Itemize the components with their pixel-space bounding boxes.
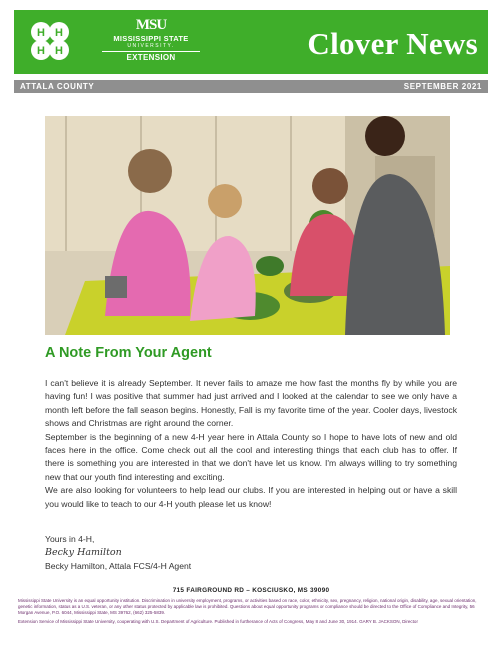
article-paragraph: September is the beginning of a new 4-H year here in Attala County so I hope to have lots of new and old faces here in the office. Come check out all the cool and interesting things that each club has to offer. If there is something you are interested in that we don't have let us know. I'm always willing to try something new that our youth find interesting and exciting. <box>45 431 457 482</box>
legal-disclaimer <box>18 598 486 627</box>
article-body <box>45 377 457 511</box>
svg-text:H: H <box>55 27 63 39</box>
signature: Becky Hamilton <box>45 547 122 558</box>
article-paragraph: We are also looking for volunteers to help lead our clubs. If you are interested in helping out or have a skill you would like to teach to our 4-H youth please let us know! <box>45 485 457 509</box>
office-address: 715 FAIRGROUND RD – KOSCIUSKO, MS 39090 <box>172 587 330 594</box>
newsletter-title: Clover News <box>307 26 478 61</box>
county-label: ATTALA COUNTY <box>20 82 95 91</box>
disclaimer-paragraph: Extension Service of Mississippi State University, cooperating with U.S. Department of Agriculture. Published in furtherance of Acts of Congress, May 8 and June 30, 1914. GARY B. JACKSON, Director <box>18 618 418 624</box>
msu-divider <box>102 51 200 52</box>
4h-clover-logo <box>24 17 76 67</box>
classroom-photo <box>45 116 450 335</box>
disclaimer-paragraph: Mississippi State University is an equal opportunity institution. Discrimination in university employment, programs, or activities based on race, color, ethnicity, sex, pregnancy, religion, national origin, disability, age, sexual orientation, genetic information, status as a U.S. veteran, or any other status protected by applicable law is prohibited. Questions about equal opportunity programs or compliance should be directed to the Office of Compliance and Integrity, 56 Morgan Avenue, P.O. 6044, Mississippi State, MS 39762, (662) 325-5839. <box>18 598 477 616</box>
clover-icon <box>24 17 76 67</box>
msu-sub: UNIVERSITY. <box>127 43 175 49</box>
msu-extension-logo <box>96 18 206 70</box>
issue-date: SEPTEMBER 2021 <box>403 82 482 91</box>
issue-bar <box>14 80 488 93</box>
article-paragraph: I can't believe it is already September. It never fails to amaze me how fast the months fly by while you are having fun! I was positive that summer had just arrived and I looked at the calendar to see we only have a month left before the fall season begins. Honestly, Fall is my favorite time of the year. Cooler days, livestock shows and Christmas are right around the corner. <box>45 378 457 429</box>
svg-text:H: H <box>37 45 45 57</box>
article-heading: A Note From Your Agent <box>45 345 212 361</box>
msu-name: MISSISSIPPI STATE <box>113 34 189 43</box>
closing-line: Yours in 4-H, <box>45 534 95 544</box>
signer-name: Becky Hamilton, Attala FCS/4-H Agent <box>45 561 192 571</box>
msu-extension: EXTENSION <box>126 53 176 62</box>
svg-text:H: H <box>37 27 45 39</box>
svg-text:H: H <box>55 45 63 57</box>
masthead <box>14 10 488 74</box>
photo-illustration <box>45 116 450 335</box>
msu-mark: MSU <box>135 17 167 33</box>
